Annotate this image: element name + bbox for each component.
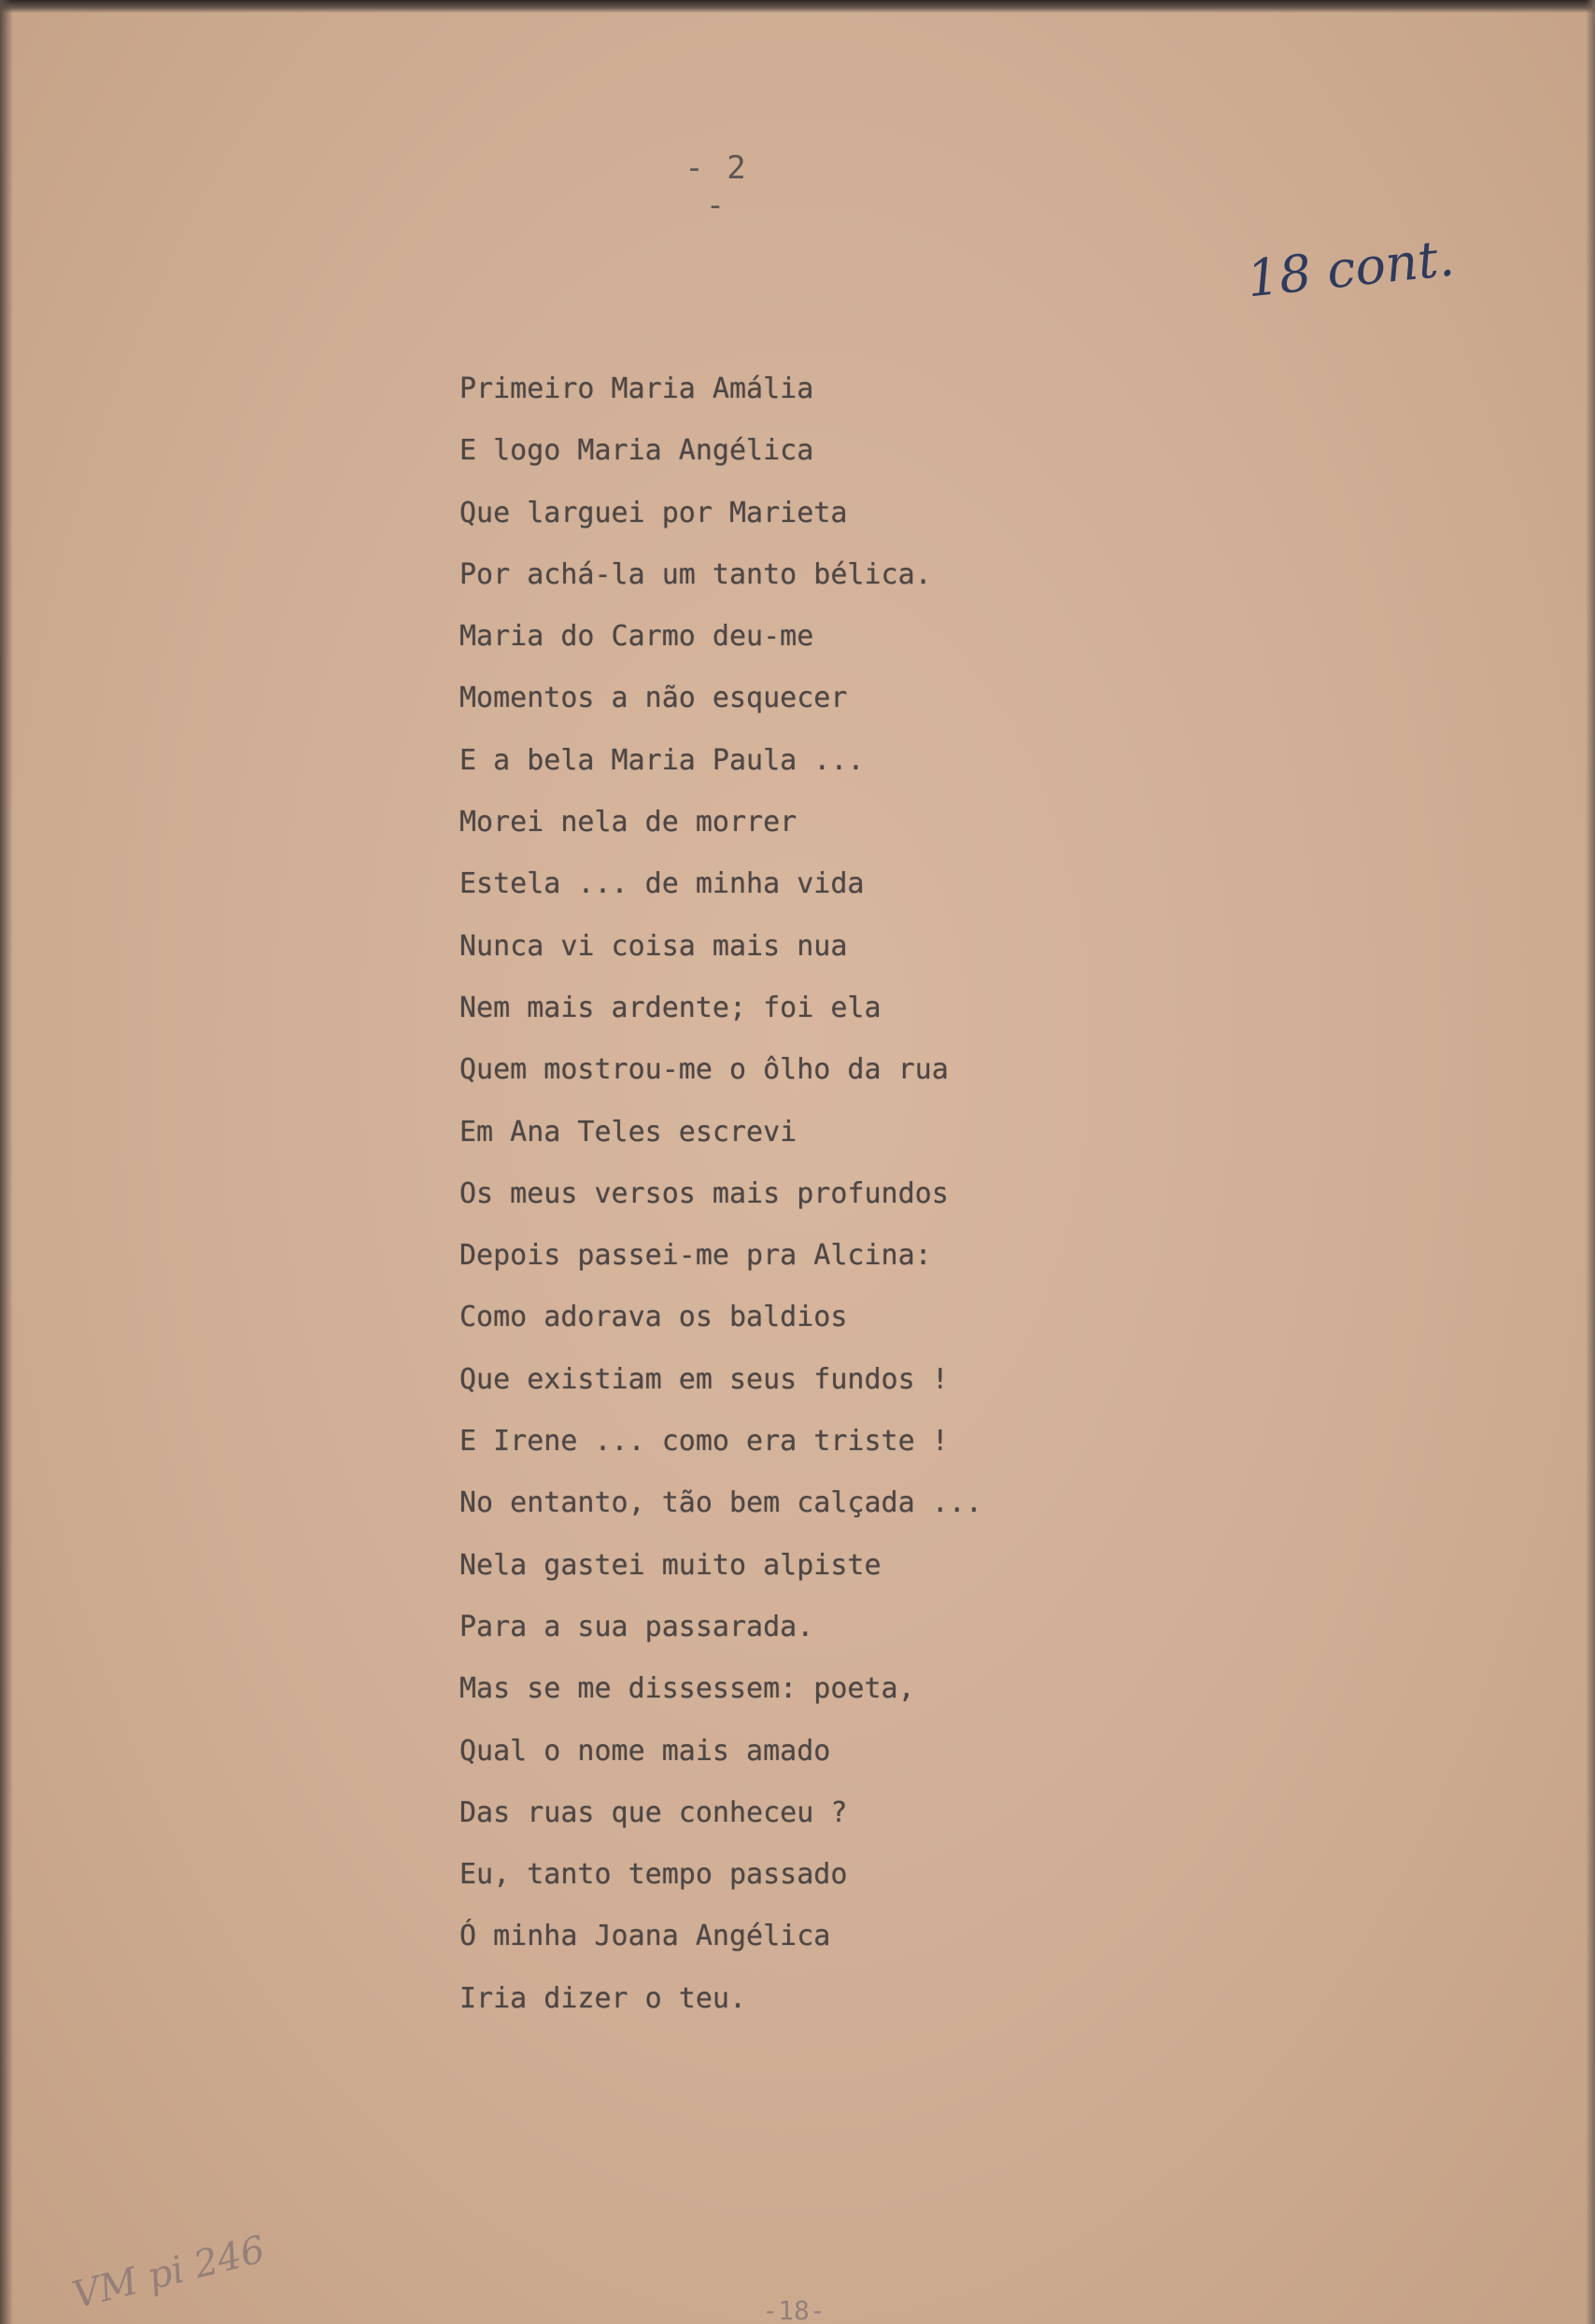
poem-line: Os meus versos mais profundos: [459, 1176, 949, 1210]
page-number: - 2 -: [685, 149, 748, 224]
poem-line: Eu, tanto tempo passado: [459, 1858, 848, 1892]
poem-line: Para a sua passarada.: [459, 1610, 814, 1643]
poem-line: Nunca vi coisa mais nua: [459, 929, 848, 963]
poem: [459, 359, 1169, 2030]
poem-line: Quem mostrou-me o ôlho da rua: [459, 1053, 949, 1087]
poem-line: E logo Maria Angélica: [459, 434, 814, 468]
paper-right-edge: [1586, 0, 1595, 2324]
handwritten-note: 18 cont.: [1244, 228, 1458, 309]
poem-line: Qual o nome mais amado: [459, 1734, 831, 1768]
poem-line: Iria dizer o teu.: [459, 1981, 747, 2015]
poem-line: E Irene ... como era triste !: [459, 1425, 949, 1458]
poem-line: Depois passei-me pra Alcina:: [459, 1239, 932, 1273]
poem-line: Primeiro Maria Amália: [459, 373, 814, 405]
poem-line: Em Ana Teles escrevi: [459, 1115, 798, 1148]
poem-line: Ó minha Joana Angélica: [459, 1920, 831, 1953]
poem-line: Estela ... de minha vida: [459, 867, 865, 901]
poem-line: Mas se me dissessem: poeta,: [459, 1672, 915, 1706]
paper-top-edge: [0, 0, 1595, 13]
poem-line: Nem mais ardente; foi ela: [459, 991, 882, 1024]
poem-line: Que larguei por Marieta: [459, 496, 848, 529]
poem-line: Como adorava os baldios: [459, 1301, 848, 1334]
poem-line: Que existiam em seus fundos !: [459, 1362, 949, 1396]
poem-line: Maria do Carmo deu-me: [459, 620, 814, 654]
poem-line: Momentos a não esquecer: [459, 682, 848, 715]
poem-line: No entanto, tão bem calçada ...: [459, 1486, 982, 1520]
archive-note: VM pi 246: [68, 2228, 270, 2317]
paper-left-edge: [0, 0, 13, 2324]
poem-line: Morei nela de morrer: [459, 806, 798, 839]
poem-line: Nela gastei muito alpiste: [459, 1548, 882, 1582]
bottom-folio: -18-: [762, 2295, 826, 2324]
poem-line: Das ruas que conheceu ?: [459, 1796, 848, 1829]
poem-line: Por achá-la um tanto bélica.: [459, 557, 932, 591]
poem-line: E a bela Maria Paula ...: [459, 743, 865, 777]
